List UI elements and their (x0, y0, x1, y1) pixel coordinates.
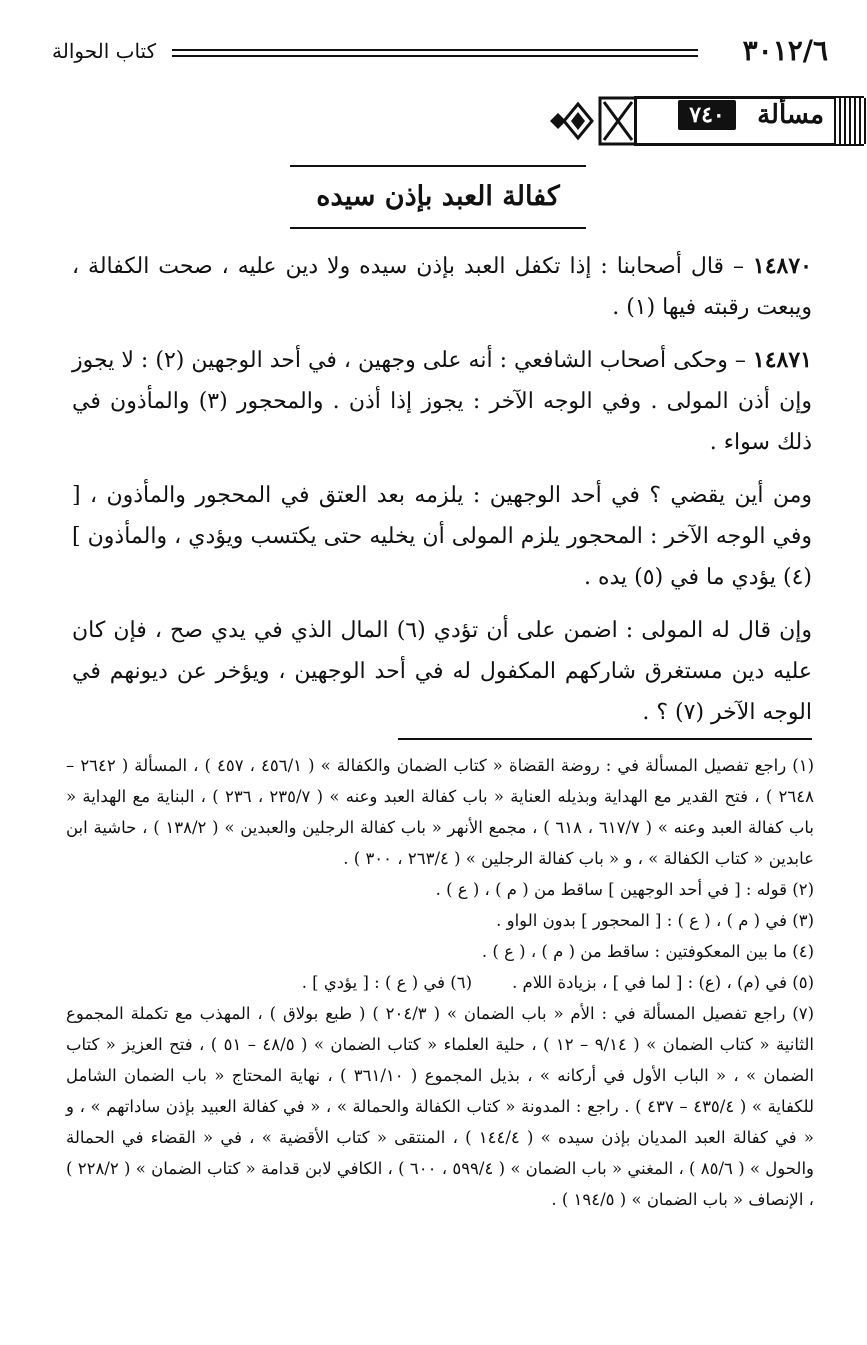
page-number: ٣٠١٢/٦ (742, 34, 828, 67)
paragraph-text: – وحكى أصحاب الشافعي : أنه على وجهين ، في أحد الوجهين (٢) : لا يجوز وإن أذن المولى . وفي الوجه الآخر : يجوز إذا أذن . والمحجور (٣) والمأذون في ذلك سواء . (72, 348, 812, 455)
footnote-7: (٧) راجع تفصيل المسألة في : الأم « باب الضمان » ( ٢٠٤/٣ ) ( طبع بولاق ) ، المهذب مع تكملة المجموع الثانية « كتاب الضمان » ( ٩/١٤ – ١٢ ) ، حلية العلماء « كتاب الضمان » ( ٤٨/٥ – ٥١ ) ، فتح العزيز « كتاب الضمان » ، « الباب الأول في أركانه » ، بذيل المجموع ( ٣٦١/١٠ ) ، نهاية المحتاج « باب الضمان الشامل للكفاية » ( ٤٣٥/٤ – ٤٣٧ ) . راجع : المدونة « كتاب الكفالة والحمالة » ، « في كفالة العبيد بإذن ساداتهم » ، و « في كفالة العبد المديان بإذن سيده » ( ١٤٤/٤ ) ، المنتقى « كتاب الأقضية » ، في « القضاء في الحمالة والحول » ( ٨٥/٦ ) ، المغني « باب الضمان » ( ٥٩٩/٤ ، ٦٠٠ ) ، الكافي لابن قدامة « كتاب الضمان » ( ٢٢٨/٢ ) ، الإنصاف « باب الضمان » ( ١٩٤/٥ ) . (66, 1004, 815, 1209)
ornament-icon (548, 94, 640, 148)
footnote-row-5-6 (66, 967, 814, 998)
footnote-5: (٥) في (م) ، (ع) : [ لما في ] ، بزيادة اللام . (512, 973, 814, 992)
paragraph-number: ١٤٨٧١ (752, 347, 812, 373)
banner-bars (834, 98, 866, 144)
chapter-title: كتاب الحوالة (52, 39, 157, 63)
paragraph-text: وإن قال له المولى : اضمن على أن تؤدي (٦) المال الذي في يدي صح ، فإن كان عليه دين مستغرق شاركهم المكفول له في أحد الوجهين ، ويؤخر عن ديونهم في الوجه الآخر (٧) ؟ . (72, 618, 812, 725)
body-text (72, 246, 812, 745)
footnote-1: (١) راجع تفصيل المسألة في : روضة القضاة « كتاب الضمان والكفالة » ( ٤٥٦/١ ، ٤٥٧ ) ، المسألة ( ٢٦٤٢ – ٢٦٤٨ ) ، فتح القدير مع الهداية وبذيله العناية « باب كفالة العبد وعنه » ( ٢٣٥/٧ ، ٢٣٦ ) ، البناية مع الهداية « باب كفالة العبد وعنه » ( ٦١٧/٧ ، ٦١٨ ) ، مجمع الأنهر « باب كفالة الرجلين والعبدين » ( ١٣٨/٢ ) ، حاشية ابن عابدين « كتاب الكفالة » ، و « باب كفالة الرجلين » ( ٢٦٣/٤ ، ٣٠٠ ) . (66, 756, 814, 868)
paragraph (72, 340, 812, 463)
paragraph-text: ومن أين يقضي ؟ في أحد الوجهين : يلزمه بعد العتق في المحجور والمأذون ، [ وفي الوجه الآخر : المحجور يلزم المولى أن يخليه حتى يكتسب ويؤدي ، والمأذون ] (٤) يؤدي ما في (٥) يده . (72, 483, 812, 590)
masala-banner (548, 92, 866, 150)
masala-number: ٧٤٠ (678, 100, 736, 130)
paragraph (72, 610, 812, 733)
paragraph-number: ١٤٨٧٠ (752, 253, 812, 279)
footnote-gap (472, 967, 512, 998)
paragraph (72, 246, 812, 328)
section-title: كفالة العبد بإذن سيده (290, 165, 586, 229)
paragraph-text: – قال أصحابنا : إذا تكفل العبد بإذن سيده ولا دين عليه ، صحت الكفالة ، ويبعت رقبته فيها (١) . (72, 254, 812, 320)
section-title-wrap (290, 165, 586, 229)
footnote-4: (٤) ما بين المعكوفتين : ساقط من ( م ) ، ( ع ) . (481, 942, 814, 961)
header-rule (172, 49, 698, 57)
footnote-rule (398, 738, 812, 740)
footnote-6: (٦) في ( ع ) : [ يؤدي ] . (301, 973, 473, 992)
running-header (52, 32, 828, 70)
banner-box (634, 96, 864, 146)
footnote-2: (٢) قوله : [ في أحد الوجهين ] ساقط من ( م ) ، ( ع ) . (435, 880, 814, 899)
masala-label: مسألة (757, 100, 824, 130)
footnotes (66, 750, 814, 1215)
footnote-3: (٣) في ( م ) ، ( ع ) : [ المحجور ] بدون الواو . (496, 911, 814, 930)
paragraph (72, 475, 812, 598)
